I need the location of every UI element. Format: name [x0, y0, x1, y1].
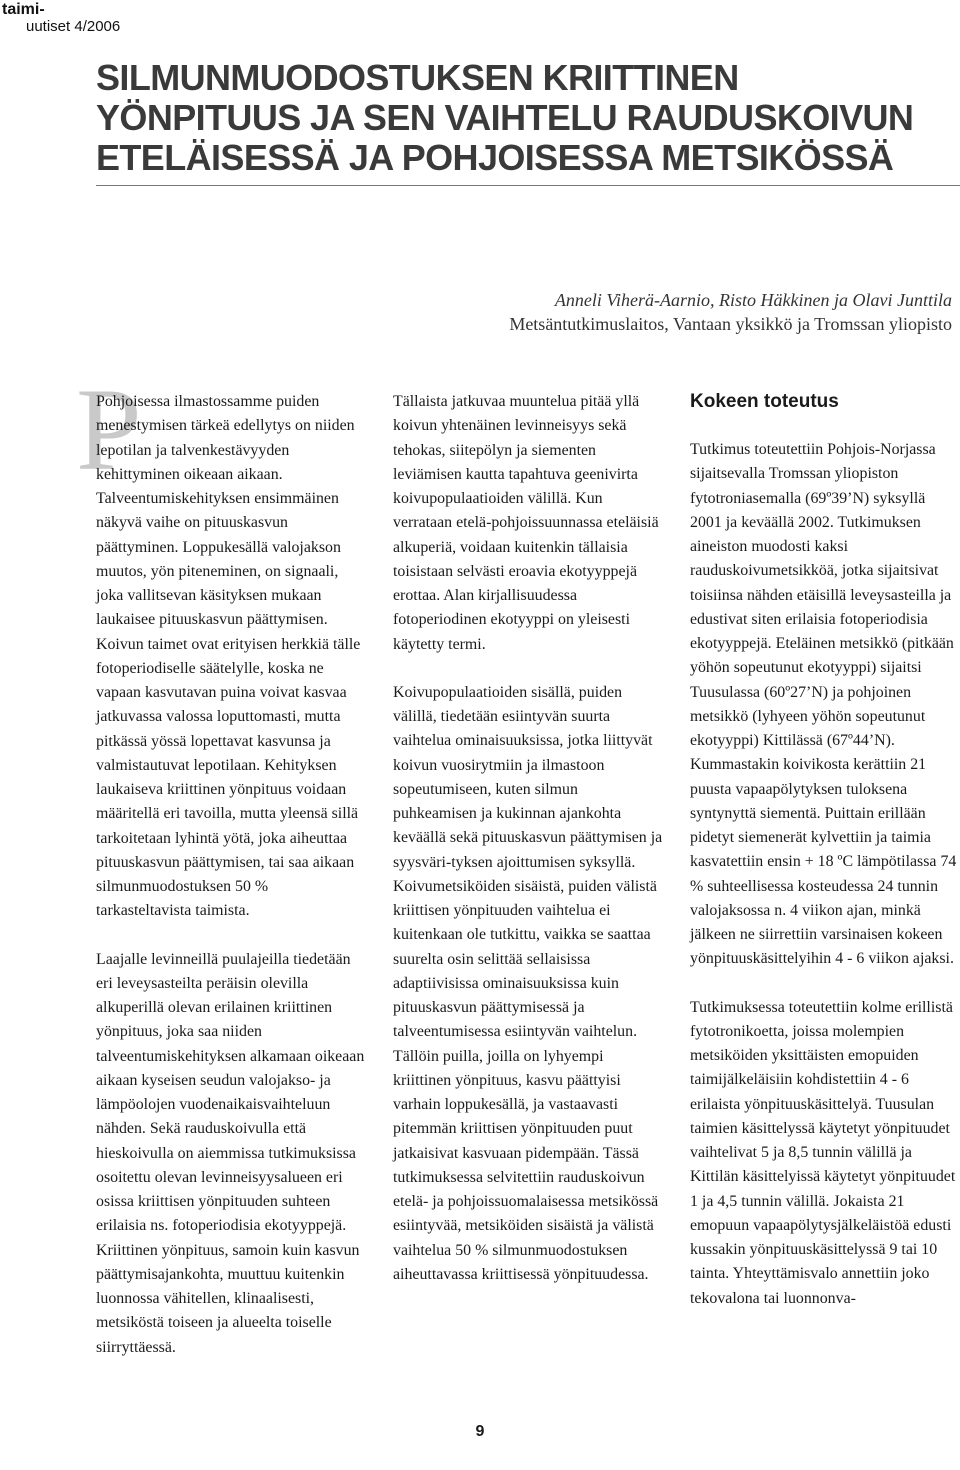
- paragraph: Tällaista jatkuvaa muuntelua pitää yllä koivun yhtenäinen levinneisyys sekä tehokas, siitepölyn ja siementen leviämisen kautta tapahtuva geenivirta koivupopulaatioiden välillä. Kun verrataan etelä-pohjoissuunnassa eteläisiä alkuperiä, voidaan kuitenkin tällaisia toisistaan selvästi eroavia ekotyyppejä erottaa. Alan kirjallisuudessa fotoperiodinen ekotyyppi on yleisesti käytetty termi.: [393, 393, 659, 653]
- text-column-3: [690, 390, 960, 1311]
- author-affiliation: Metsäntutkimuslaitos, Vantaan yksikkö ja Tromssan yliopisto: [509, 314, 952, 334]
- text-column-2: [393, 390, 663, 1287]
- text-column-1: [96, 390, 366, 1360]
- byline: [252, 288, 952, 336]
- page-number: 9: [475, 1423, 485, 1440]
- title-divider: [96, 185, 960, 186]
- paragraph: Koivupopulaatioiden sisällä, puiden välillä, tiedetään esiintyvän suurta vaihtelua ominaisuuksissa, jotka liittyvät koivun vuosirytmiin ja ilmastoon sopeutumiseen, kuten silmun puhkeamisen ja kukinnan ajankohta keväällä sekä pituuskasvun päättymisen ja syysväri-tyksen ajoittumisen syksyllä. Koivumetsiköiden sisäistä, puiden välistä kriittisen yönpituuden vaihtelua ei kuitenkaan ole tutkittu, vaikka se saattaa suurelta osin selittää sellaisissa adaptiivisissa ominaisuuksissa kuin pituuskasvun päättymisessä ja talveentumisessa esiintyvän vaihtelun. Tällöin puilla, joilla on lyhyempi kriittinen yönpituus, kasvu päättyisi varhain loppukesällä, ja vastaavasti pitemmän kriittisen yönpituuden puut jatkaisivat kasvuaan pidempään. Tässä tutkimuksessa selvitettiin rauduskoivun etelä- ja pohjoissuomalaisessa metsikössä esiintyvää, metsiköiden sisäistä ja välistä vaihtelua 50 % silmunmuodostuksen aiheuttavassa kriittisessä yönpituudessa.: [393, 683, 663, 1283]
- drop-cap: P: [76, 364, 142, 495]
- paragraph: Laajalle levinneillä puulajeilla tiedetään eri leveysasteilta peräisin olevilla alkuperillä olevan erilainen kriittinen yönpituus, joka saa niiden talveentumiskehityksen alkamaan oikeaan aikaan kyseisen seudun valojakso- ja lämpöolojen vuodenaikaisvaihteluun nähden. Sekä rauduskoivulla että hieskoivulla on aiemmissa tutkimuksissa osoitettu olevan levinneisyysalueen eri osissa kriittisen yönpituuden suhteen erilaisia ns. fotoperiodisia ekotyyppejä. Kriittinen yönpituus, samoin kuin kasvun päättymisajankohta, muuttuu kuitenkin luonnossa vähitellen, klinaalisesti, metsiköstä toiseen ja alueelta toiselle siirryttäessä.: [96, 950, 365, 1356]
- paragraph: Tutkimus toteutettiin Pohjois-Norjassa sijaitsevalla Tromssan yliopiston fytotroniasemalla (69º39’N) syksyllä 2001 ja keväällä 2002. Tutkimuksen aineiston muodosti kaksi rauduskoivumetsikköä, jotka sijaitsivat toisiinsa nähden etäisillä leveysasteilla ja edustivat siten erilaisia fotoperiodisia ekotyyppejä. Eteläinen metsikkö (pitkään yöhön sopeutunut ekotyyppi) sijaitsi Tuusulassa (60º27’N) ja pohjoinen metsikkö (lyhyeen yöhön sopeutunut ekotyyppi) Kittilässä (67º44’N). Kummastakin koivikosta kerättiin 21 puusta vapaapölytyksen tuloksena syntynyttä siementä. Puittain erillään pidetyt siemenerät kylvettiin ja taimia kasvatettiin ensin + 18 ºC lämpötilassa 74 % suhteellisessa kosteudessa 24 tunnin valojaksossa n. 4 viikon ajan, minkä jälkeen ne siirrettiin varsinaisen kokeen yönpituuskäsittelyihin 4 - 6 viikon ajaksi.: [690, 441, 957, 968]
- paragraph: Tutkimuksessa toteutettiin kolme erillistä fytotronikoetta, joissa molempien metsiköiden yksittäisten emopuiden taimijälkeläisiin kohdistettiin 4 - 6 erilaista yönpituuskäsittelyä. Tuusulan taimien käsittelyssä käytetyt yönpituudet vaihtelivat 5 ja 8,5 tunnin välillä ja Kittilän käsittelyissä käytetyt yönpituudet 1 ja 4,5 tunnin välillä. Jokaista 21 emopuun vapaapölytysjälkeläistöä edusti kussakin yönpituuskäsittelyssä 9 tai 10 tainta. Yhteyttämisvalo annettiin joko tekovalona tai luonnonva-: [690, 998, 956, 1307]
- issue-label: uutiset 4/2006: [26, 18, 121, 35]
- paragraph: Pohjoisessa ilmastossamme puiden menestymisen tärkeä edellytys on niiden lepotilan ja talvenkestävyyden kehittyminen oikeaan aikaan. Talveentumiskehityksen ensimmäinen näkyvä vaihe on pituuskasvun päättyminen. Loppukesällä valojakson muutos, yön piteneminen, on signaali, joka vallitsevan käsityksen mukaan laukaisee pituuskasvun päättymisen. Koivun taimet ovat erityisen herkkiä tälle fotoperiodiselle säätelylle, koska ne vapaan kasvutavan puina voivat kasvaa jatkuvassa valossa loputtomasti, mutta pitkässä yössä lopettavat kasvunsa ja valmistautuvat lepotilaan. Kehityksen laukaiseva kriittinen yönpituus voidaan määritellä eri tavoilla, mutta yleensä sillä tarkoitetaan lyhintä yötä, joka aiheuttaa pituuskasvun päättymisen, tai saa aikaan silmunmuodostuksen 50 % tarkasteltavista taimista.: [96, 393, 361, 920]
- publication-name: taimi-: [2, 1, 45, 18]
- section-heading: Kokeen toteutus: [690, 391, 839, 412]
- author-names: Anneli Viherä-Aarnio, Risto Häkkinen ja Olavi Junttila: [554, 290, 952, 310]
- article-title: SILMUNMUODOSTUKSEN KRIITTINEN YÖNPITUUS JA SEN VAIHTELU RAUDUSKOIVUN ETELÄISESSÄ JA POHJOISESSA METSIKÖSSÄ: [96, 57, 914, 178]
